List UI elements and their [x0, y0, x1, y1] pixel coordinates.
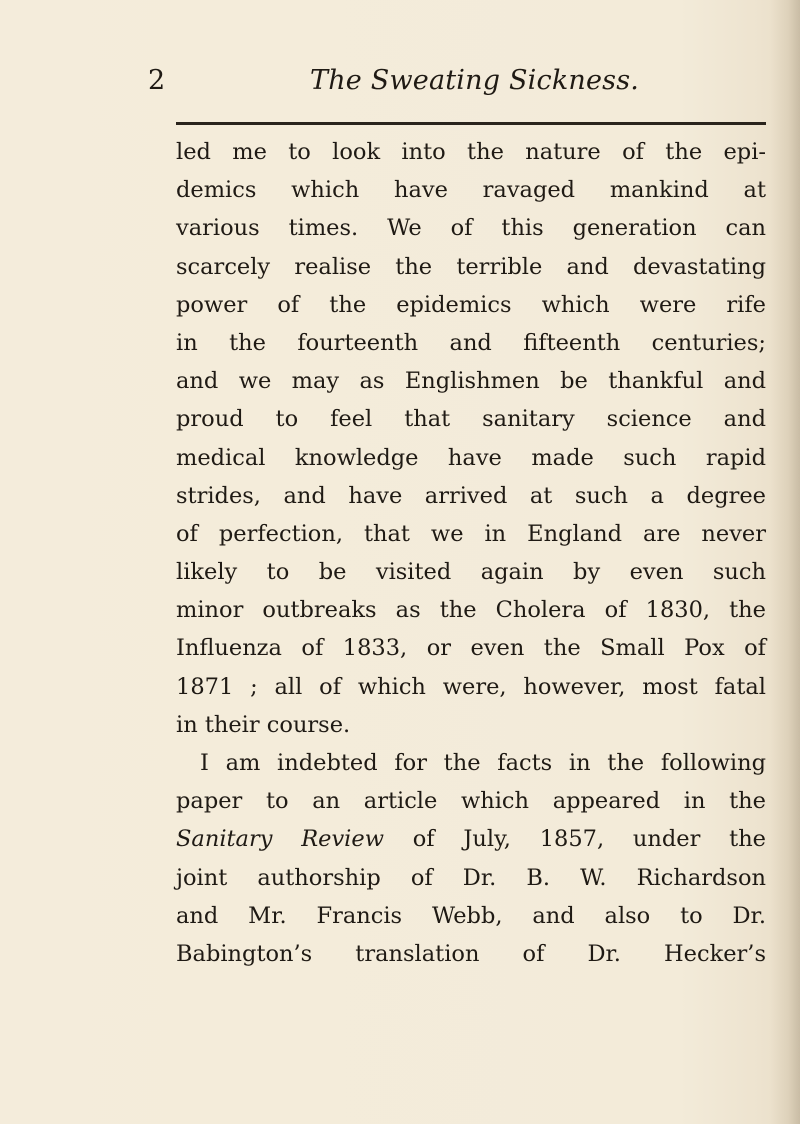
page-header [148, 64, 768, 104]
text-line: strides, and have arrived at such a degree [176, 482, 766, 509]
text-line: of perfection, that we in England are never [176, 520, 766, 547]
page-edge-shadow [770, 0, 800, 1124]
header-rule [176, 122, 766, 125]
running-head: The Sweating Sickness. [310, 65, 640, 96]
text-line: joint authorship of Dr. B. W. Richardson [176, 864, 766, 891]
text-line: medical knowledge have made such rapid [176, 444, 766, 471]
text-line: in the fourteenth and fifteenth centuries; [176, 329, 766, 356]
text-line: minor outbreaks as the Cholera of 1830, the [176, 597, 766, 624]
text-line: 1871 ; all of which were, however, most fatal [176, 673, 766, 700]
text-line: and Mr. Francis Webb, and also to Dr. [176, 902, 766, 929]
text-line: likely to be visited again by even such [176, 559, 766, 586]
text-line: demics which have ravaged mankind at [176, 177, 766, 204]
text-line: power of the epidemics which were rife [176, 291, 766, 318]
text-line: paper to an article which appeared in the [176, 788, 766, 815]
text-line: led me to look into the nature of the epi- [176, 139, 766, 165]
italic-title: Sanitary Review [176, 826, 384, 853]
text-line-with-italic [176, 820, 766, 858]
text-line: in their course. [176, 711, 351, 738]
body-text [176, 133, 766, 973]
text-line: various times. We of this generation can [176, 215, 766, 242]
page-number: 2 [148, 65, 166, 96]
text-line: and we may as Englishmen be thankful and [176, 368, 766, 395]
text-span: of July, 1857, under the [383, 826, 766, 853]
text-line: scarcely realise the terrible and devastating [176, 253, 766, 280]
text-line: proud to feel that sanitary science and [176, 406, 766, 433]
text-line: I am indebted for the facts in the following [200, 750, 766, 776]
text-line: Influenza of 1833, or even the Small Pox of [176, 635, 766, 662]
text-line: Babington’s translation of Dr. Hecker’s [176, 940, 766, 967]
